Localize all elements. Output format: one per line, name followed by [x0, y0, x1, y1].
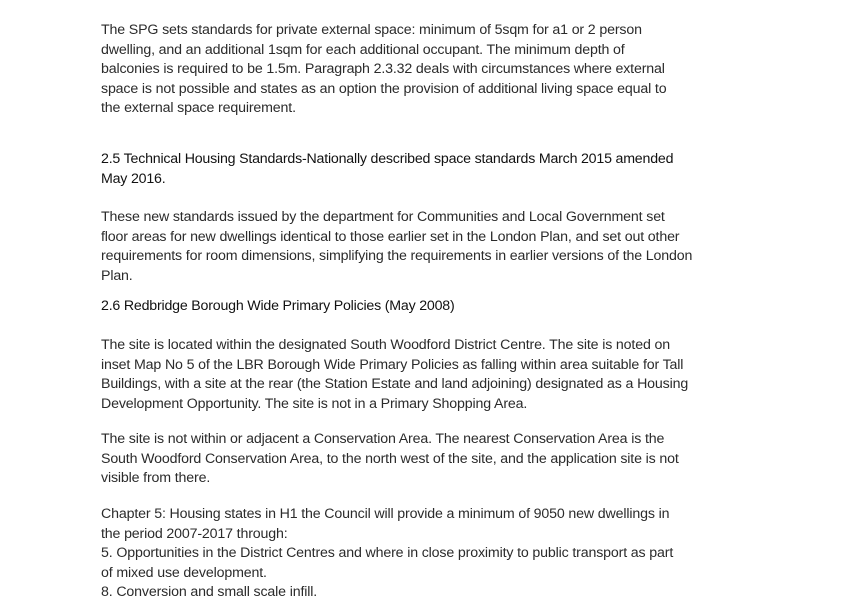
list-item: 5. Opportunities in the District Centres and where in close proximity to public transport as part [101, 545, 674, 562]
section-heading-2-5 [101, 150, 781, 189]
text-line: visible from there. [101, 470, 211, 487]
text-line: inset Map No 5 of the LBR Borough Wide Primary Policies as falling within area suitable for Tall [101, 356, 684, 373]
text-line: space is not possible and states as an option the provision of additional living space equal to [101, 80, 667, 97]
heading-line: May 2016. [101, 170, 166, 187]
heading-line: 2.5 Technical Housing Standards-Nationally described space standards March 2015 amended [101, 151, 674, 167]
text-line: The SPG sets standards for private external space: minimum of 5sqm for a1 or 2 person [101, 22, 642, 38]
text-line: the external space requirement. [101, 100, 296, 117]
text-line: dwelling, and an additional 1sqm for each additional occupant. The minimum depth of [101, 41, 625, 58]
text-line: the period 2007-2017 through: [101, 525, 288, 542]
list-item-continuation: of mixed use development. [101, 564, 267, 581]
section-heading-2-6 [101, 297, 781, 317]
text-line: These new standards issued by the department for Communities and Local Government set [101, 209, 665, 225]
text-line: The site is located within the designated South Woodford District Centre. The site is noted on [101, 337, 670, 353]
text-line: South Woodford Conservation Area, to the north west of the site, and the application site is not [101, 450, 679, 467]
paragraph-technical-standards [101, 208, 781, 286]
text-line: Plan. [101, 267, 133, 284]
text-line: requirements for room dimensions, simplifying the requirements in earlier versions of the London [101, 248, 693, 265]
paragraph-conservation-area [101, 430, 781, 489]
paragraph-site-location [101, 336, 781, 414]
heading-line: 2.6 Redbridge Borough Wide Primary Policies (May 2008) [101, 298, 455, 314]
paragraph-housing-chapter-5 [101, 505, 781, 603]
text-line: The site is not within or adjacent a Conservation Area. The nearest Conservation Area is the [101, 431, 665, 447]
text-line: Buildings, with a site at the rear (the Station Estate and land adjoining) designated as a Housing [101, 376, 689, 393]
text-line: balconies is required to be 1.5m. Paragraph 2.3.32 deals with circumstances where external [101, 61, 665, 78]
text-line: Development Opportunity. The site is not in a Primary Shopping Area. [101, 395, 528, 412]
list-item: 8. Conversion and small scale infill. [101, 584, 318, 601]
paragraph-spg-external-space [101, 21, 781, 119]
text-line: Chapter 5: Housing states in H1 the Council will provide a minimum of 9050 new dwellings in [101, 506, 670, 522]
text-line: floor areas for new dwellings identical to those earlier set in the London Plan, and set out other [101, 228, 680, 245]
